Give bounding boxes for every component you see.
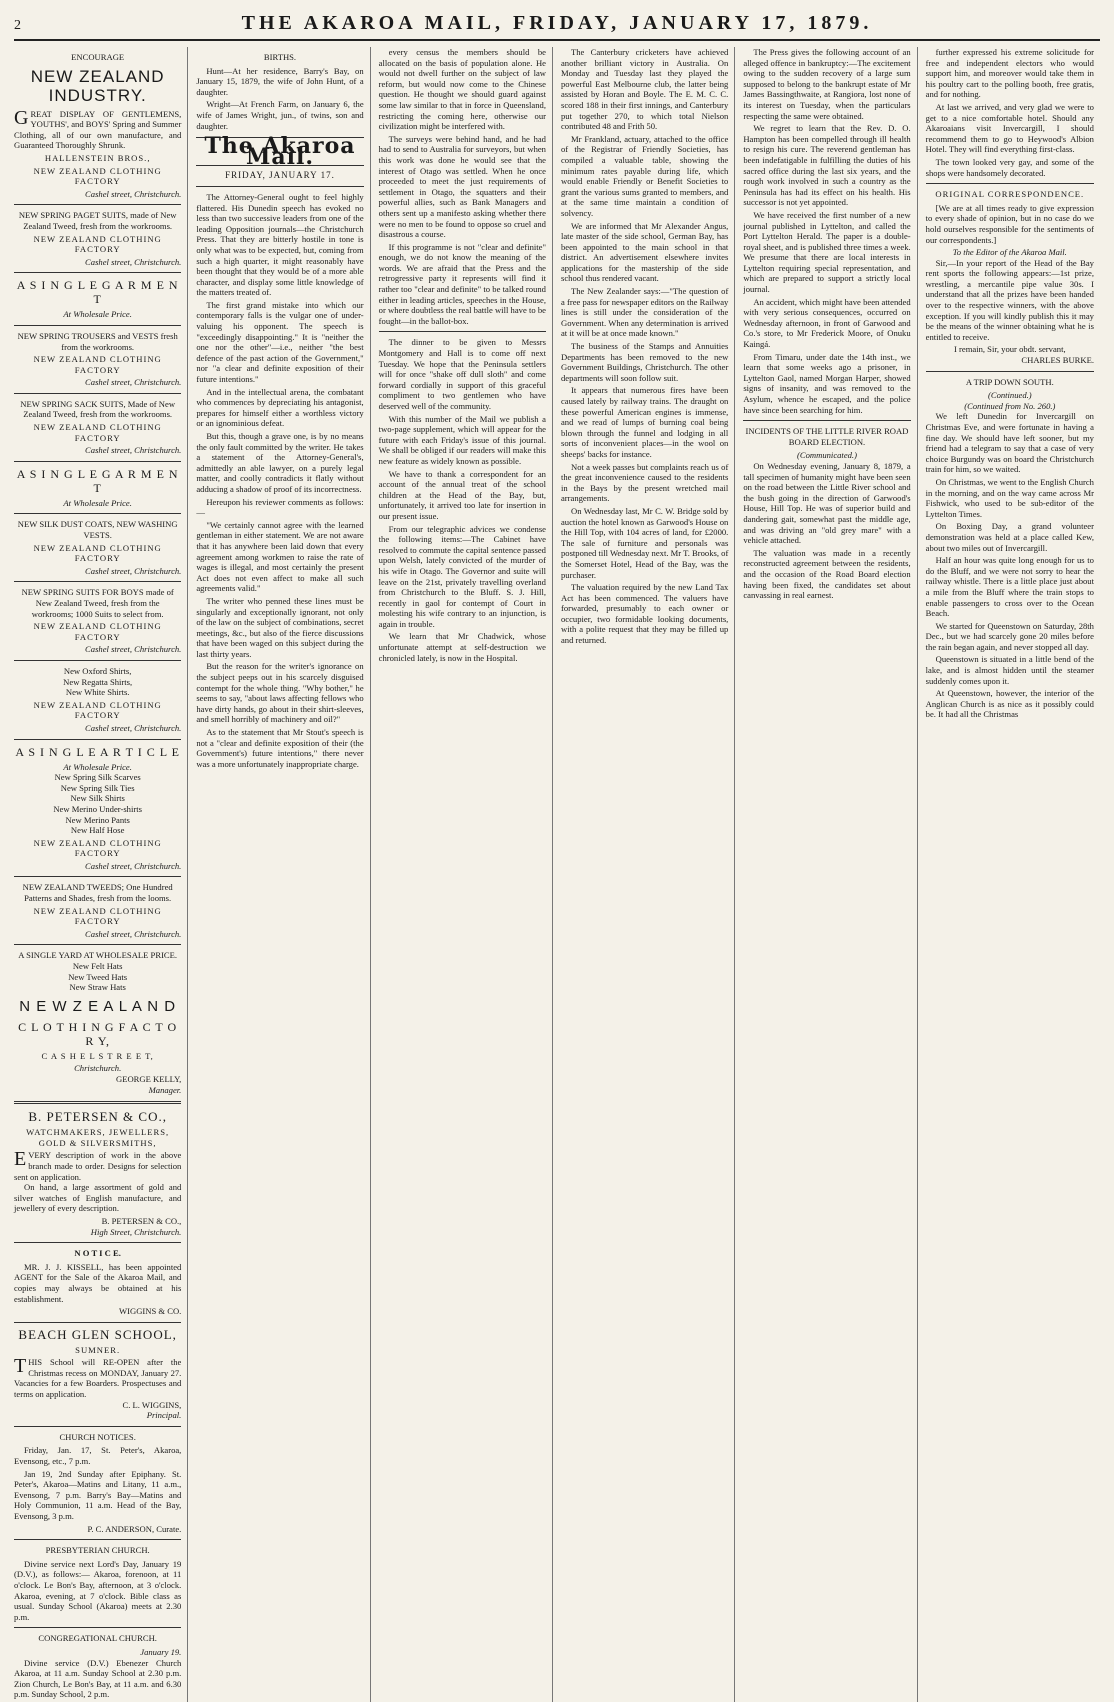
editorial-paragraph: The Attorney-General ought to feel highly flattered. His Dunedin speech has evoked no less than two successive leaders from one of the leading Opposition journals—the Christchurch Press. That they are bitterly hostile in tone is only what was to be expected, but, coming from such a high quarter, it might reasonably have been thought that they would be of a more able character, and display some little knowledge of the matters treated of. bbox=[196, 191, 364, 298]
nzcf-5: NEW ZEALAND CLOTHING FACTORY bbox=[33, 542, 162, 564]
petersen-addr: High Street, Christchurch. bbox=[90, 1226, 182, 1237]
wholesale-3: At Wholesale Price. bbox=[63, 761, 132, 772]
article-paragraph: It appears that numerous fires have been caused lately by railway trains. The draught on these powerful American engines is immense, and we read of lumps of burning coal being blown through the funnel and lodging in all sorts of inconvenient places—in the wool on sheeps' backs for instance. bbox=[560, 385, 729, 459]
article-paragraph: We have to thank a correspondent for an account of the annual treat of the school children at the Head of the Bay, but, unfortunately, it arrived too late for insertion in our present issue. bbox=[378, 468, 546, 521]
notice-heading: N O T I C E. bbox=[74, 1248, 121, 1259]
congreg-body: Divine service (D.V.) Ebenezer Church Akaroa, at 11 a.m. Sunday School at 2.30 p.m. Zion Church, Le Bon's Bay, at 11 a.m. and 6.30 p.m. Sunday School, 2 p.m. bbox=[14, 1657, 182, 1700]
beach-glen: BEACH GLEN SCHOOL, bbox=[18, 1326, 177, 1342]
article-paragraph: Not a week passes but complaints reach us of the great inconvenience caused to the residents in the Bays by the present wretched mail arrangements. bbox=[560, 461, 729, 504]
principal: Principal. bbox=[146, 1410, 182, 1421]
column-1 bbox=[14, 47, 188, 1702]
article-paragraph: We started for Queenstown on Saturday, 28th Dec., but we had scarcely gone 20 miles before the rain began again, and never stopped all day. bbox=[925, 620, 1094, 652]
anderson: P. C. ANDERSON, Curate. bbox=[87, 1523, 182, 1534]
tweeds: NEW ZEALAND TWEEDS; One Hundred Patterns and Shades, fresh from the looms. bbox=[22, 882, 173, 904]
article-paragraph: every census the members should be allocated on the basis of population alone. He would not dwell further on the subject of law reform, but would now come to the Chinese question. He thought we should guard against some law similar to that in force in Queensland, restricting the coming here, otherwise our civilization might be interfered with. bbox=[378, 47, 546, 132]
wholesale: At Wholesale Price. bbox=[63, 309, 132, 320]
nzcf-3: NEW ZEALAND CLOTHING FACTORY bbox=[33, 354, 162, 375]
single-garment-2: A S I N G L E G A R M E N T bbox=[16, 466, 179, 495]
cashel-7: Cashel street, Christchurch. bbox=[85, 722, 182, 733]
clothing-intro: GREAT DISPLAY OF GENTLEMENS, YOUTHS', and BOYS' Spring and Summer Clothing, all of our own manufacture, and Guaranteed Thoroughly Shrunk. bbox=[14, 106, 182, 151]
article-paragraph: From Timaru, under date the 14th inst., we learn that some weeks ago a prisoner, in Lyttelton Gaol, named Morgan Harper, showed signs of insanity, and was removed to the Asylum, whence he escaped, and the police have since been searching for him. bbox=[743, 351, 911, 415]
nzcf-8: NEW ZEALAND CLOTHING FACTORY bbox=[33, 837, 162, 859]
article-paragraph: The New Zealander says:—"The question of a free pass for newspaper editors on the Railway lines is still under the consideration of the Government. When any determination is arrived at it will be at once made known." bbox=[560, 286, 729, 339]
original-correspondence-heading: ORIGINAL CORRESPONDENCE. bbox=[935, 189, 1085, 200]
single-garment: A S I N G L E G A R M E N T bbox=[16, 278, 179, 307]
to-editor: To the Editor of the Akaroa Mail. bbox=[952, 247, 1067, 258]
article-paragraph: On Wednesday last, Mr C. W. Bridge sold by auction the hotel known as Garwood's House on the Hill Top, with 104 acres of land, for £2000. The sale of furniture and personals was postponed till Wednesday next. Mr T. Brooks, of the Somerset Hotel, Head of the Bay, was the purchaser. bbox=[560, 505, 729, 580]
cashel-6: Cashel street, Christchurch. bbox=[85, 644, 182, 655]
trip-continued: (Continued.) bbox=[987, 390, 1032, 401]
petersen-sig: B. PETERSEN & CO., bbox=[101, 1215, 182, 1226]
column-6 bbox=[926, 47, 1100, 1702]
newspaper-title: THE AKAROA MAIL, FRIDAY, JANUARY 17, 1879. bbox=[241, 12, 873, 34]
shirt-item: New Regatta Shirts, bbox=[63, 676, 133, 687]
column-4 bbox=[561, 47, 735, 1702]
nz-big: N E W Z E A L A N D bbox=[19, 997, 177, 1015]
article-paragraph: At Queenstown, however, the interior of the Anglican Church is as nice as it possibly could be. It had all the Christmas bbox=[925, 688, 1094, 720]
spring-list bbox=[14, 772, 181, 836]
hats-list bbox=[14, 961, 181, 993]
shirt-item: New White Shirts. bbox=[65, 687, 130, 698]
presby-body: Divine service next Lord's Day, January 19 (D.V.), as follows:— Akaroa, forenoon, at 11 o'clock. Le Bon's Bay, afternoon, at 3 o'clock. Akaroa, evening, at 7 o'clock. Bible class as usual. Sunday School (Akaroa) meets at 2.30 p.m. bbox=[14, 1558, 182, 1622]
article-paragraph: The town looked very gay, and some of the shops were handsomely decorated. bbox=[925, 156, 1094, 178]
nzcf-4: NEW ZEALAND CLOTHING FACTORY bbox=[33, 422, 162, 443]
nzcf-9: NEW ZEALAND CLOTHING FACTORY bbox=[33, 905, 162, 927]
article-paragraph: On Wednesday evening, January 8, 1879, a tall specimen of humanity might have been seen on the road between the Little River school and the bush going in the direction of Garwood's House, Hill Top. He was of superior build and dandering gait, somewhat past the middle age, and was driving an "old grey mare" with a vehicle attached. bbox=[743, 460, 911, 546]
article-paragraph: Queenstown is situated in a little bend of the lake, and is almost hidden until the steamer suddenly comes upon it. bbox=[925, 654, 1094, 686]
christchurch: Christchurch. bbox=[74, 1063, 122, 1074]
cashel-street: C A S H E L S T R E E T, bbox=[41, 1050, 154, 1061]
letter-remain: I remain, Sir, your obdt. servant, bbox=[954, 344, 1066, 355]
dust-coats: NEW SILK DUST COATS, NEW WASHING VESTS. bbox=[17, 519, 178, 541]
nz-industry-heading: NEW ZEALAND INDUSTRY. bbox=[30, 66, 165, 105]
article-paragraph: Half an hour was quite long enough for us to do the Bluff, and we were not sorry to hear the railway whistle. There is a little place just about a mile from the Bluff where the train stops to enable passengers to cross over to the Ocean Beach. bbox=[925, 555, 1094, 619]
editorial-dateline: FRIDAY, JANUARY 17. bbox=[225, 170, 335, 181]
wholesale-2: At Wholesale Price. bbox=[63, 497, 132, 508]
article-paragraph: The surveys were behind hand, and he had had to send to Australia for surveyors, but when this work was done he would see that the interest of Otago was settled. When he once proceeded to meet the just requirements of settlement in Otago, the squatters and their powerful allies, such as Bank Managers and others sent up a manifesto asking whether there were no men to be found to oppose so cruel and disastrous a course. bbox=[378, 133, 546, 240]
article-paragraph: The valuation was made in a recently reconstructed agreement between the residents, and the occasion of the Road Board election having been fixed, the candidates set about canvassing in real earnest. bbox=[743, 547, 911, 601]
article-paragraph: We left Dunedin for Invercargill on Christmas Eve, and were fortunate in having a fine day. We should have left sooner, but my friend had a telegram to say that a case of very choice Burgundy was on board the Christchurch train for him, so we waited. bbox=[925, 411, 1094, 475]
article-paragraph: We have received the first number of a new journal published in Lyttelton, and called the Port Lyttelton Herald. The paper is a double-royal sheet, and is published three times a week. We presume that there are local interests in Lyttelton requiring special representation, and which are prepared to support a strictly local journal. bbox=[743, 209, 911, 295]
petersen-body: EVERY description of work in the above branch made to order. Designs for selection sent on application. bbox=[14, 1148, 182, 1182]
encourage-heading: ENCOURAGE bbox=[71, 52, 125, 62]
article-paragraph: An accident, which might have been attended with very serious consequences, occurred on Wednesday afternoon, in front of Garwood and Co.'s store, to Mr Frederick Moore, of Onuku Kaingá. bbox=[743, 296, 911, 350]
column-5 bbox=[743, 47, 917, 1702]
cashel-5: Cashel street, Christchurch. bbox=[85, 565, 182, 576]
article-paragraph: The valuation required by the new Land Tax Act has been commenced. The valuers have forwarded, presumably to each owner or occupier, two formidable looking documents, with a polite request that they may be filled up and returned. bbox=[560, 582, 729, 646]
editorial-paragraph: But the reason for the writer's ignorance on the subject peeps out in his scarcely disguised contempt for the whole thing. "Why bother," he seems to say, "about laws affecting fellows who have dirty hands, go about in their shirt-sleeves, and smell horribly of machinery and oil?" bbox=[196, 661, 364, 725]
boys-suits: NEW SPRING SUITS FOR BOYS made of New Zealand Tweed, fresh from the workrooms; 1000 Suits to select from. bbox=[21, 587, 174, 619]
spring-item: New Spring Silk Ties bbox=[60, 782, 135, 793]
article-paragraph: The Press gives the following account of an alleged offence in bankruptcy:—The excitement owing to the sudden recovery of a large sum supposed to belong to the bankrupt estate of Mr James Bassingthwaite, at Rangiora, lost none of its interest on Tuesday, when the particulars respecting the same were obtained. bbox=[743, 47, 911, 121]
divider bbox=[14, 204, 181, 205]
paper-nameplate: The Akaroa Mail. bbox=[196, 137, 363, 166]
school-body: THIS School will RE-OPEN after the Christmas recess on MONDAY, January 27. Vacancies for a few Boarders. Prospectuses and terms on application. bbox=[14, 1355, 182, 1400]
page-number: 2 bbox=[14, 18, 22, 33]
disclaimer: [We are at all times ready to give expression to every shade of opinion, but in no case do we hold ourselves responsible for the sentiments of our correspondents.] bbox=[925, 202, 1094, 245]
shirts-list bbox=[14, 666, 181, 698]
cashel-2: Cashel street, Christchurch. bbox=[85, 256, 182, 267]
clothing-big: C L O T H I N G F A C T O R Y, bbox=[18, 1019, 178, 1048]
spring-item: New Merino Pants bbox=[65, 814, 130, 825]
letter-body: Sir,—In your report of the Head of the Bay rent sports the following appears:—1st prize, wrestling, a mercantile pipe value 30s. I understand that all the prizes have been handed over to the respective winners, with the above exception. If you will kindly publish this it may be the means of the winner obtaining what he is entitled to receive. bbox=[925, 257, 1094, 342]
hat-item: New Tweed Hats bbox=[68, 971, 128, 982]
article-paragraph: On Boxing Day, a grand volunteer demonstration was held at a place called Kew, about two miles out of Invercargill. bbox=[925, 521, 1094, 553]
shirt-item: New Oxford Shirts, bbox=[63, 665, 132, 676]
editorial-paragraph: As to the statement that Mr Stout's speech is not a "clear and definite exposition of their (the Government's) future intentions," there never was a more unfortunately inappropriate charge. bbox=[196, 727, 364, 769]
article-paragraph: further expressed his extreme solicitude for free and independent electors who would support him, and moreover would take them in his poultry cart to the polling booth, free gratis, and for nothing. bbox=[925, 47, 1094, 100]
single-article: A S I N G L E A R T I C L E bbox=[15, 744, 180, 759]
cashel-9: Cashel street, Christchurch. bbox=[85, 928, 182, 939]
article-paragraph: Mr Frankland, actuary, attached to the office of the Registrar of Friendly Societies, has compiled a valuable table, showing the minimum rates payable during life, which would enable Friendly or Benefit Societies to grant the various sums granted to members, and at the same time maintain a condition of solvency. bbox=[560, 133, 729, 218]
cashel-1: Cashel street, Christchurch. bbox=[85, 188, 182, 199]
single-yard: A SINGLE YARD AT WHOLESALE PRICE. bbox=[18, 950, 178, 961]
article-paragraph: The business of the Stamps and Annuities Departments has been removed to the new Government Buildings, Christchurch. The other departments will soon follow suit. bbox=[560, 341, 729, 383]
sack-suits: NEW SPRING SACK SUITS, Made of New Zealand Tweed, fresh from the workrooms. bbox=[20, 398, 176, 420]
sumner: SUMNER. bbox=[75, 1344, 121, 1355]
trousers: NEW SPRING TROUSERS and VESTS fresh from the workrooms. bbox=[17, 330, 178, 352]
article-paragraph: With this number of the Mail we publish a two-page supplement, which will appear for the future with each Friday's issue of this journal. We shall be obliged if our readers will make this new feature as widely known as possible. bbox=[378, 413, 546, 466]
nzcf-2: NEW ZEALAND CLOTHING FACTORY bbox=[33, 233, 162, 255]
incidents-heading: INCIDENTS OF THE LITTLE RIVER ROAD BOARD ELECTION. bbox=[745, 426, 909, 447]
petersen-body-2: On hand, a large assortment of gold and silver watches of English manufacture, and jewellery of every description. bbox=[14, 1182, 182, 1214]
trip-continued-from: (Continued from No. 260.) bbox=[964, 400, 1056, 411]
spring-item: New Merino Under-shirts bbox=[53, 803, 142, 814]
notice-sig: WIGGINS & CO. bbox=[119, 1306, 182, 1317]
wiggins: C. L. WIGGINS, bbox=[122, 1399, 182, 1410]
church-body-2: Jan 19, 2nd Sunday after Epiphany. St. Peter's, Akaroa—Matins and Litany, 11 a.m., Evensong, 7 p.m. Barry's Bay—Matins and Holy Communion, 11 a.m. Head of the Bay, Evensong, 3 p.m. bbox=[14, 1468, 182, 1521]
births-heading: BIRTHS. bbox=[263, 52, 297, 62]
editorial-paragraph: And in the intellectual arena, the combatant who commences by depreciating his antagonist, prepares for himself either a worthless victory or an ignominious defeat. bbox=[196, 386, 364, 429]
nzcf-6: NEW ZEALAND CLOTHING FACTORY bbox=[33, 621, 162, 642]
notice-body: MR. J. J. KISSELL, has been appointed AGENT for the Sale of the Akaroa Mail, and copies may always be obtained at his establishment. bbox=[14, 1261, 182, 1304]
hat-item: New Felt Hats bbox=[72, 961, 123, 972]
article-paragraph: On Christmas, we went to the English Church in the morning, and on the way came across Mr Fishwick, who used to be sub-editor of the Lyttelton Times. bbox=[925, 476, 1094, 519]
congreg-date: January 19. bbox=[140, 1646, 182, 1657]
nzcf-7: NEW ZEALAND CLOTHING FACTORY bbox=[33, 699, 162, 721]
spring-item: New Half Hose bbox=[70, 825, 125, 836]
birth-notice: Hunt—At her residence, Barry's Bay, on January 15, 1879, the wife of John Hunt, of a daughter. bbox=[196, 65, 364, 97]
spring-item: New Silk Shirts bbox=[70, 793, 125, 804]
masthead bbox=[14, 12, 1100, 41]
editorial-paragraph: The writer who penned these lines must be singularly and exceptionally ignorant, not only of the law on the subject of combinations, secret meetings, &c., but also of the fierce discussions that have been waged on this subject during the last thirty years. bbox=[196, 595, 364, 659]
article-paragraph: From our telegraphic advices we condense the following items:—The Cabinet have resolved to commute the capital sentence passed upon Welsh, lately convicted of the murder of his wife in Otago. The Governor and suite will leave on the 21st, privately travelling overland from Christchurch to the Bluff. S. J. Hill, recently in gaol for contempt of Court in molesting his wife contrary to an injunction, is again in trouble. bbox=[378, 523, 546, 629]
watchmakers: WATCHMAKERS, JEWELLERS, GOLD & SILVERSMITHS, bbox=[26, 1127, 170, 1148]
article-paragraph: We learn that Mr Chadwick, whose unfortunate attempt at self-destruction we chronicled lately, is now in the Hospital. bbox=[378, 631, 546, 663]
communicated: (Communicated.) bbox=[797, 450, 857, 461]
hat-item: New Straw Hats bbox=[69, 982, 126, 993]
editorial-paragraph: Hereupon his reviewer comments as follows:— bbox=[196, 496, 364, 518]
article-paragraph: The Canterbury cricketers have achieved another brilliant victory in Australia. On Monday and Tuesday last they played the powerful East Melbourne club, the latter being assisted by Horan and Boyle. The E. M. C. C. scored 188 in their first innings, and Canterbury put together 270, to which total Nielson contributed 48 and Frith 50. bbox=[560, 47, 729, 132]
church-body: Friday, Jan. 17, St. Peter's, Akaroa, Evensong, etc., 7 p.m. bbox=[14, 1445, 182, 1467]
letter-signature: CHARLES BURKE. bbox=[1021, 355, 1094, 366]
article-paragraph: We regret to learn that the Rev. D. O. Hampton has been compelled through ill health to resign his cure. The reverend gentleman has been indefatigable in fulfilling the duties of his sacred office during the last six years, and the rough work involved in such a country as the Peninsula has had its effect on his health. His successor is not yet appointed. bbox=[743, 123, 911, 208]
column-2 bbox=[196, 47, 370, 1702]
editorial-paragraph: "We certainly cannot agree with the learned gentleman in either statement. We are not aware that it has anywhere been laid down that every agreement among workmen to raise the rate of wages is illegal, and most certainly the present Act does not even affect to make all such agreements valid." bbox=[196, 519, 364, 594]
column-3 bbox=[379, 47, 553, 1702]
cashel-3: Cashel street, Christchurch. bbox=[85, 377, 182, 388]
birth-notice: Wright—At French Farm, on January 6, the wife of James Wright, jun., of twins, son and daughter. bbox=[196, 99, 364, 131]
trip-heading: A TRIP DOWN SOUTH. bbox=[965, 376, 1054, 387]
petersen-heading: B. PETERSEN & CO., bbox=[28, 1109, 167, 1125]
congreg-heading: CONGREGATIONAL CHURCH. bbox=[38, 1633, 157, 1644]
presby-heading: PRESBYTERIAN CHURCH. bbox=[45, 1545, 150, 1556]
editorial-paragraph: The first grand mistake into which our contemporary falls is the vulgar one of under-valuing his opponent. The speech is "exceedingly disappointing." It is "neither the one nor the other"—i.e., neither "the best defence of the past action of the Government," nor "a clear and definite exposition of their future intentions." bbox=[196, 299, 364, 385]
article-paragraph: At last we arrived, and very glad we were to get to a nice comfortable hotel. Should any Akaroaians visit Invercargill, I should recommend them to go to Heywood's Albion Hotel. They will find everything first-class. bbox=[925, 101, 1094, 155]
kelly: GEORGE KELLY, bbox=[115, 1074, 182, 1084]
cashel-8: Cashel street, Christchurch. bbox=[85, 860, 182, 871]
manager: Manager. bbox=[148, 1084, 182, 1095]
columns bbox=[14, 47, 1100, 1700]
spring-item: New Spring Silk Scarves bbox=[54, 772, 141, 783]
article-paragraph: If this programme is not "clear and definite" enough, we do not know the meaning of the words. We are afraid that the Press and the retrogressive party it represents will find it rather too "clear and definite" to be talked round either in leading articles, speeches in the House, or where doubtless the real battle will have to be fought—in the ballot-box. bbox=[378, 241, 546, 326]
church-heading: CHURCH NOTICES. bbox=[59, 1431, 136, 1442]
editorial-paragraph: But this, though a grave one, is by no means the only fault committed by the writer. He takes a statement of the Attorney-General's, admittedly an able lawyer, on a purely legal matter, and coolly contradicts it flatly without adducing a shadow of proof of its incorrectness. bbox=[196, 431, 364, 494]
nzcf-1: NEW ZEALAND CLOTHING FACTORY bbox=[33, 165, 162, 187]
cashel-4: Cashel street, Christchurch. bbox=[85, 445, 182, 456]
article-paragraph: The dinner to be given to Messrs Montgomery and Hall is to come off next Tuesday. We hope that the Peninsula settlers will for once "shake off dull sloth" and come forward cordially in support of this graceful compliment to two gentlemen who have deserved well of the community. bbox=[378, 337, 546, 411]
article-paragraph: We are informed that Mr Alexander Angus, late master of the side school, German Bay, has been appointed to the main school in that district. An advertisement elsewhere invites applications for the mastership of the side school thus rendered vacant. bbox=[560, 220, 729, 284]
paget-suits: NEW SPRING PAGET SUITS, made of New Zealand Tweed, fresh from the workrooms. bbox=[18, 210, 177, 231]
hallenstein: HALLENSTEIN BROS., bbox=[44, 152, 151, 163]
